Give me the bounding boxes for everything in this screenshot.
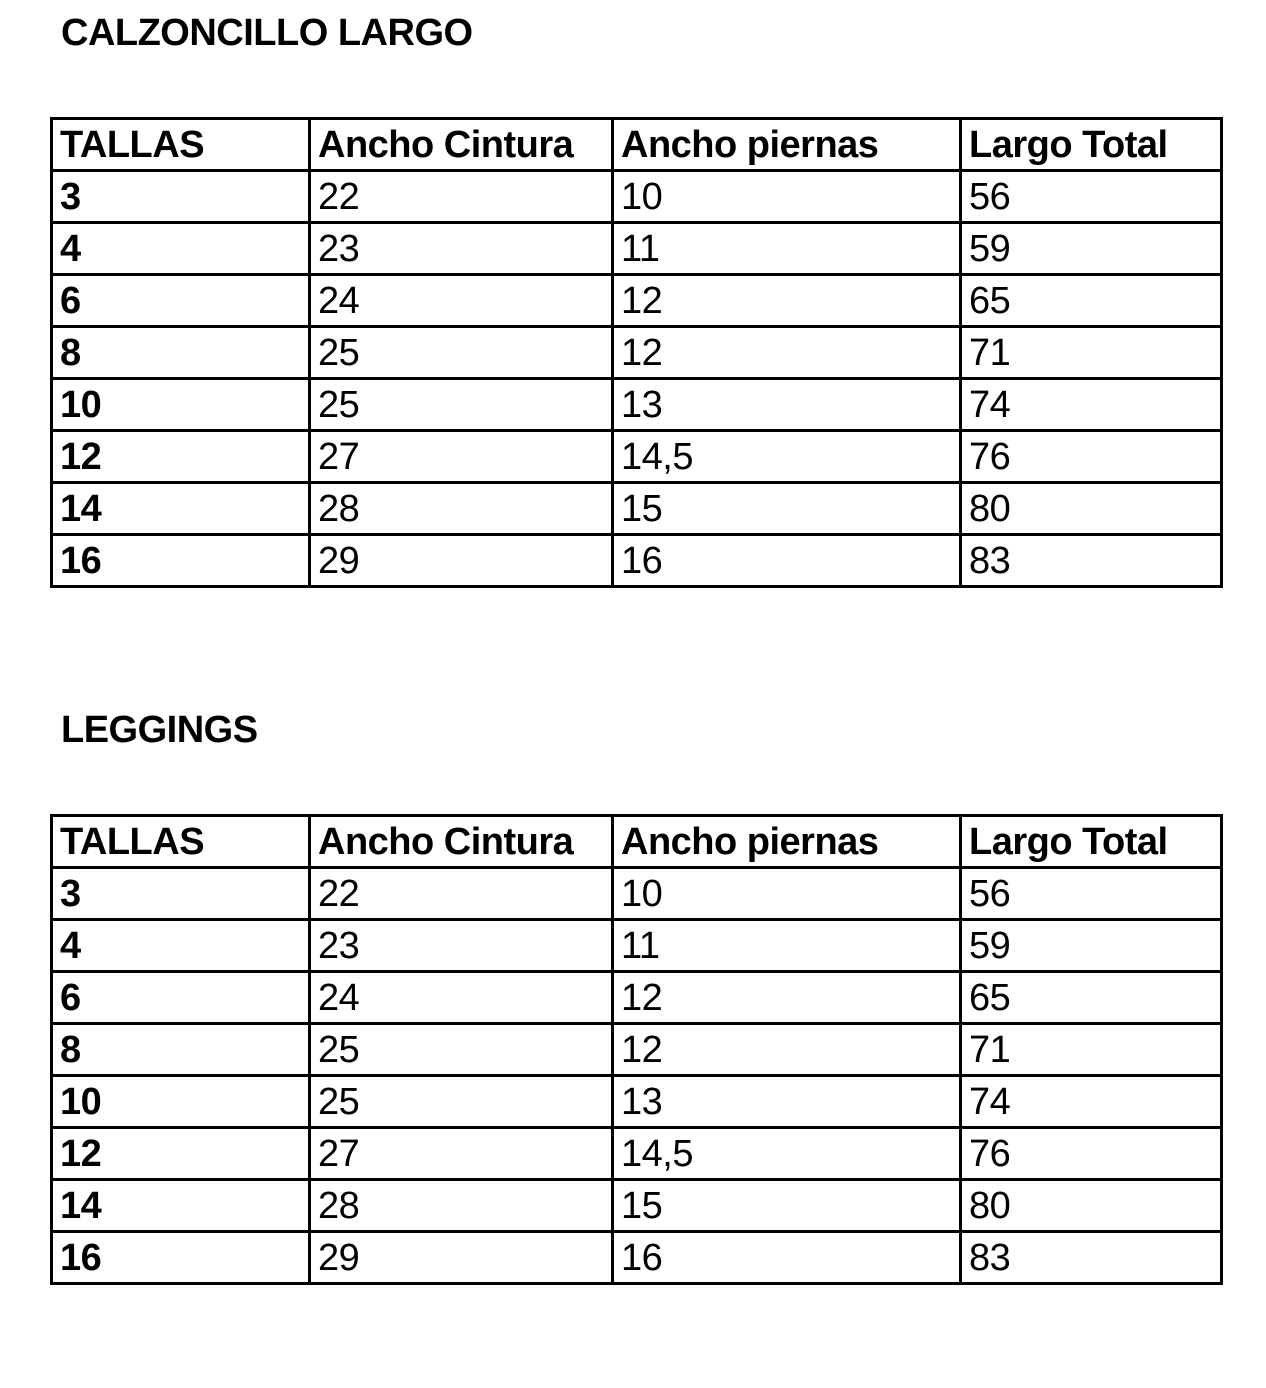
largo-total-cell: 74 [961, 1076, 1222, 1128]
ancho-cintura-cell: 25 [310, 1076, 613, 1128]
ancho-cintura-cell: 28 [310, 1180, 613, 1232]
largo-total-cell: 74 [961, 379, 1222, 431]
table-header-row [52, 816, 1222, 868]
column-header-tallas: TALLAS [52, 816, 310, 868]
ancho-piernas-cell: 12 [613, 972, 961, 1024]
ancho-piernas-cell: 11 [613, 223, 961, 275]
ancho-cintura-cell: 29 [310, 1232, 613, 1284]
table-header-row [52, 119, 1222, 171]
section-title-calzoncillo-largo: CALZONCILLO LARGO [61, 12, 473, 54]
ancho-piernas-cell: 12 [613, 1024, 961, 1076]
column-header-largo-total: Largo Total [961, 816, 1222, 868]
column-header-ancho-cintura: Ancho Cintura [310, 816, 613, 868]
ancho-cintura-cell: 23 [310, 920, 613, 972]
size-table-leggings [50, 814, 1223, 1285]
talla-cell: 6 [52, 972, 310, 1024]
ancho-piernas-cell: 15 [613, 1180, 961, 1232]
table-row [52, 483, 1222, 535]
table-row [52, 972, 1222, 1024]
ancho-piernas-cell: 14,5 [613, 431, 961, 483]
talla-cell: 16 [52, 1232, 310, 1284]
table-row [52, 431, 1222, 483]
table-row [52, 920, 1222, 972]
ancho-piernas-cell: 16 [613, 535, 961, 587]
ancho-piernas-cell: 14,5 [613, 1128, 961, 1180]
talla-cell: 8 [52, 327, 310, 379]
largo-total-cell: 83 [961, 535, 1222, 587]
largo-total-cell: 59 [961, 223, 1222, 275]
talla-cell: 4 [52, 223, 310, 275]
table-row [52, 171, 1222, 223]
ancho-piernas-cell: 11 [613, 920, 961, 972]
largo-total-cell: 65 [961, 972, 1222, 1024]
table-row [52, 1180, 1222, 1232]
ancho-piernas-cell: 10 [613, 868, 961, 920]
ancho-cintura-cell: 23 [310, 223, 613, 275]
ancho-cintura-cell: 28 [310, 483, 613, 535]
table-row [52, 868, 1222, 920]
largo-total-cell: 76 [961, 431, 1222, 483]
ancho-piernas-cell: 10 [613, 171, 961, 223]
column-header-ancho-piernas: Ancho piernas [613, 816, 961, 868]
largo-total-cell: 65 [961, 275, 1222, 327]
ancho-piernas-cell: 16 [613, 1232, 961, 1284]
ancho-cintura-cell: 27 [310, 1128, 613, 1180]
talla-cell: 4 [52, 920, 310, 972]
talla-cell: 6 [52, 275, 310, 327]
column-header-ancho-cintura: Ancho Cintura [310, 119, 613, 171]
column-header-tallas: TALLAS [52, 119, 310, 171]
ancho-cintura-cell: 24 [310, 275, 613, 327]
talla-cell: 3 [52, 868, 310, 920]
table-row [52, 223, 1222, 275]
ancho-cintura-cell: 22 [310, 171, 613, 223]
talla-cell: 14 [52, 1180, 310, 1232]
table-row [52, 535, 1222, 587]
ancho-piernas-cell: 12 [613, 275, 961, 327]
ancho-piernas-cell: 15 [613, 483, 961, 535]
ancho-cintura-cell: 22 [310, 868, 613, 920]
largo-total-cell: 71 [961, 1024, 1222, 1076]
talla-cell: 16 [52, 535, 310, 587]
largo-total-cell: 56 [961, 171, 1222, 223]
ancho-cintura-cell: 25 [310, 1024, 613, 1076]
section-title-leggings: LEGGINGS [61, 709, 258, 751]
table-row [52, 275, 1222, 327]
ancho-cintura-cell: 25 [310, 379, 613, 431]
talla-cell: 10 [52, 379, 310, 431]
talla-cell: 3 [52, 171, 310, 223]
table-row [52, 1232, 1222, 1284]
ancho-cintura-cell: 25 [310, 327, 613, 379]
table-row [52, 327, 1222, 379]
column-header-largo-total: Largo Total [961, 119, 1222, 171]
largo-total-cell: 76 [961, 1128, 1222, 1180]
largo-total-cell: 71 [961, 327, 1222, 379]
talla-cell: 12 [52, 1128, 310, 1180]
ancho-piernas-cell: 13 [613, 379, 961, 431]
talla-cell: 8 [52, 1024, 310, 1076]
size-table-calzoncillo-largo [50, 117, 1223, 588]
talla-cell: 12 [52, 431, 310, 483]
ancho-piernas-cell: 12 [613, 327, 961, 379]
ancho-cintura-cell: 29 [310, 535, 613, 587]
table-row [52, 379, 1222, 431]
talla-cell: 14 [52, 483, 310, 535]
largo-total-cell: 56 [961, 868, 1222, 920]
table-row [52, 1024, 1222, 1076]
table-row [52, 1128, 1222, 1180]
largo-total-cell: 80 [961, 483, 1222, 535]
column-header-ancho-piernas: Ancho piernas [613, 119, 961, 171]
largo-total-cell: 80 [961, 1180, 1222, 1232]
talla-cell: 10 [52, 1076, 310, 1128]
ancho-cintura-cell: 27 [310, 431, 613, 483]
ancho-piernas-cell: 13 [613, 1076, 961, 1128]
largo-total-cell: 83 [961, 1232, 1222, 1284]
ancho-cintura-cell: 24 [310, 972, 613, 1024]
largo-total-cell: 59 [961, 920, 1222, 972]
table-row [52, 1076, 1222, 1128]
